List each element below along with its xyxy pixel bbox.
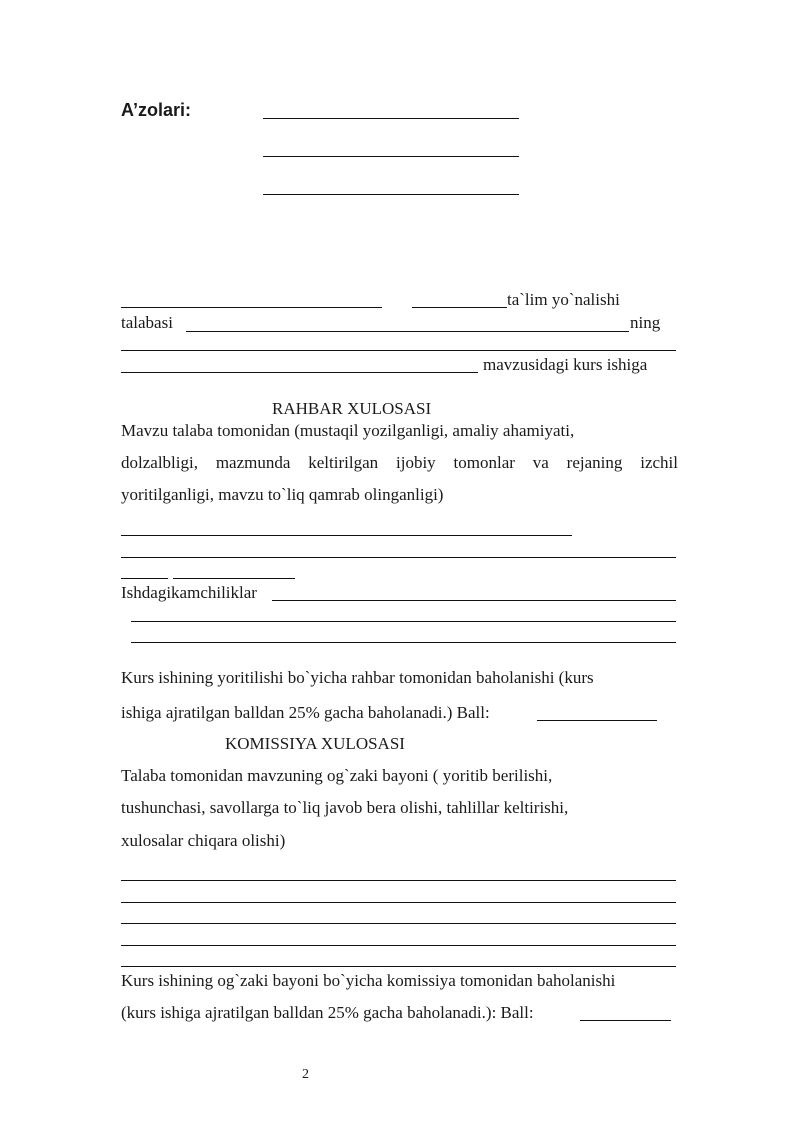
supervisor-answer-line[interactable] [121,535,572,536]
member-signature-line[interactable] [263,156,519,157]
shortcomings-line[interactable] [272,600,676,601]
page-number: 2 [302,1067,309,1082]
supervisor-answer-line[interactable] [173,578,295,579]
commission-title: KOMISSIYA XULOSASI [225,734,405,753]
shortcomings-line[interactable] [131,642,676,643]
direction-blank[interactable] [412,307,507,308]
student-fullname-blank[interactable] [186,331,629,332]
member-signature-line[interactable] [263,194,519,195]
commission-score-blank[interactable] [580,1020,671,1021]
topic-suffix: mavzusidagi kurs ishiga [483,355,648,374]
student-prefix: talabasi [121,313,173,332]
supervisor-grading-line: Kurs ishining yoritilishi bo`yicha rahbar tomonidan baholanishi (kurs [121,668,594,687]
members-label: A’zolari: [121,100,192,120]
shortcomings-label: Ishdagikamchiliklar [121,583,257,602]
commission-answer-line[interactable] [121,966,676,967]
commission-grading-line: (kurs ishiga ajratilgan balldan 25% gacha baholanadi.): Ball: [121,1003,534,1022]
direction-suffix: ta`lim yo`nalishi [507,290,620,309]
commission-answer-line[interactable] [121,945,676,946]
commission-grading-line: Kurs ishining og`zaki bayoni bo`yicha komissiya tomonidan baholanishi [121,971,616,990]
commission-answer-line[interactable] [121,923,676,924]
commission-answer-line[interactable] [121,902,676,903]
commission-answer-line[interactable] [121,880,676,881]
supervisor-intro-line: yoritilganligi, mavzu to`liq qamrab olinganligi) [121,485,444,504]
supervisor-intro-line: Mavzu talaba tomonidan (mustaqil yozilganligi, amaliy ahamiyati, [121,421,575,440]
supervisor-answer-line[interactable] [121,578,168,579]
student-name-blank[interactable] [121,307,382,308]
commission-intro-line: Talaba tomonidan mavzuning og`zaki bayoni ( yoritib berilishi, [121,766,553,785]
topic-blank[interactable] [121,350,676,351]
topic-blank[interactable] [121,372,478,373]
supervisor-score-blank[interactable] [537,720,657,721]
commission-intro-line: tushunchasi, savollarga to`liq javob bera olishi, tahlillar keltirishi, [121,798,569,817]
member-signature-line[interactable] [263,118,519,119]
student-suffix: ning [630,313,661,332]
supervisor-grading-line: ishiga ajratilgan balldan 25% gacha baholanadi.) Ball: [121,703,490,722]
shortcomings-line[interactable] [131,621,676,622]
commission-intro-line: xulosalar chiqara olishi) [121,831,286,850]
supervisor-title: RAHBAR XULOSASI [272,399,432,418]
supervisor-answer-line[interactable] [121,557,676,558]
supervisor-intro-line: dolzalbligi, mazmunda keltirilgan ijobiy tomonlar va rejaning izchil [121,453,678,472]
